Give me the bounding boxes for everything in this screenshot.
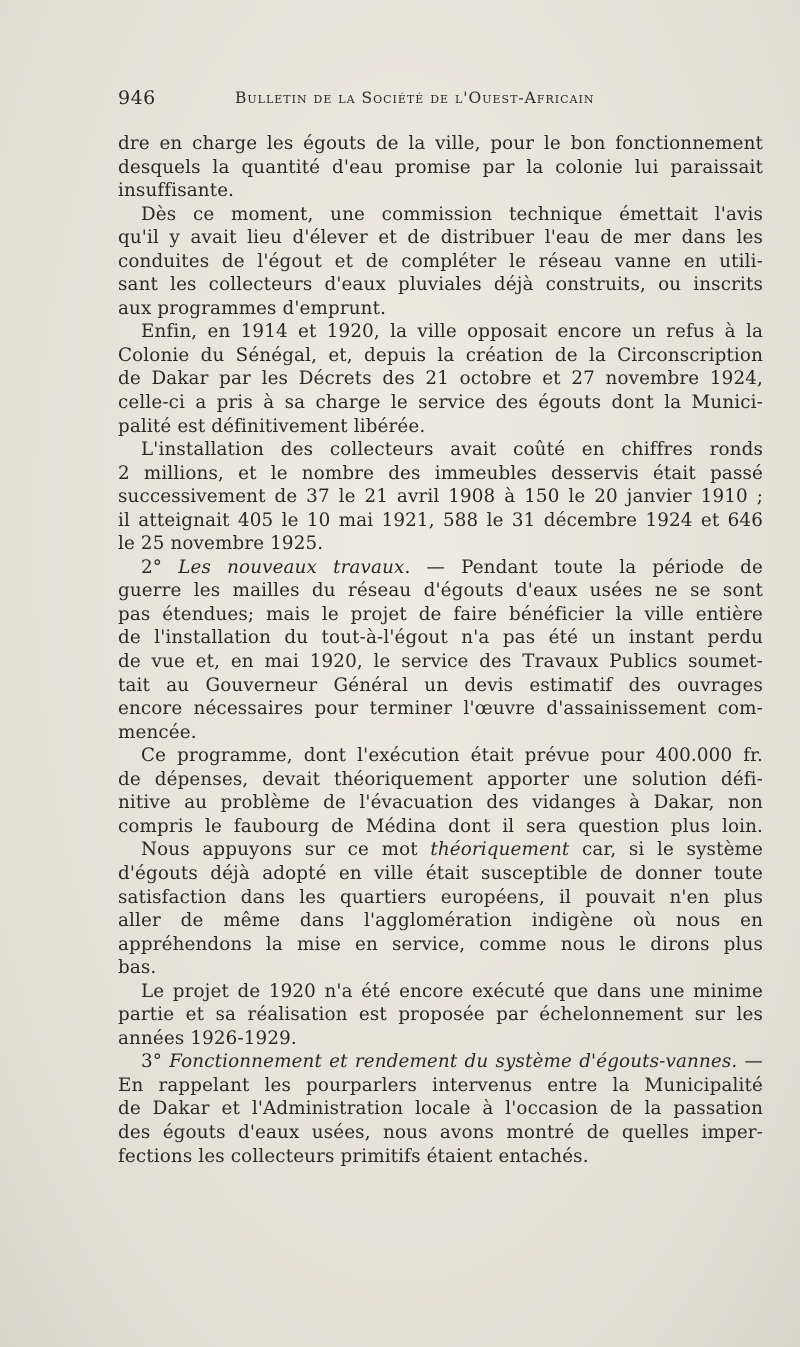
text-segment: Nous appuyons sur ce mot: [141, 839, 431, 861]
text-line: de dépenses, devait théoriquement apporter une solution défi-: [118, 768, 763, 790]
text-line: appréhendons la mise en service, comme nous le dirons plus: [118, 933, 763, 955]
text-line: Colonie du Sénégal, et, depuis la création de la Circonscription: [118, 344, 763, 366]
text-line: Le projet de 1920 n'a été encore exécuté que dans une minime: [141, 980, 763, 1002]
text-line: Ce programme, dont l'exécution était prévue pour 400.000 fr.: [141, 745, 763, 767]
text-line: 2 millions, et le nombre des immeubles desservis était passé: [118, 462, 763, 484]
text-line: bas.: [118, 957, 157, 979]
text-line: mencée.: [118, 721, 197, 743]
text-line: le 25 novembre 1925.: [118, 533, 324, 555]
running-title: Bulletin de la Société de l'Ouest-Africain: [235, 89, 595, 107]
text-segment: car, si le système: [569, 839, 764, 861]
text-line: Enfin, en 1914 et 1920, la ville opposait encore un refus à la: [141, 321, 763, 343]
text-segment: — Pendant toute la période de: [410, 556, 763, 578]
text-line: des égouts d'eaux usées, nous avons montré de quelles imper-: [118, 1121, 763, 1143]
text-segment: 2°: [141, 556, 179, 578]
text-line: il atteignait 405 le 10 mai 1921, 588 le 31 décembre 1924 et 646: [118, 509, 763, 531]
text-line: aux programmes d'emprunt.: [118, 297, 387, 319]
text-line: sant les collecteurs d'eaux pluviales déjà construits, ou inscrits: [118, 274, 763, 296]
text-segment: —: [737, 1051, 763, 1073]
text-line: insuffisante.: [118, 180, 235, 202]
text-line: fections les collecteurs primitifs étaient entachés.: [118, 1145, 589, 1167]
text-line: compris le faubourg de Médina dont il sera question plus loin.: [118, 815, 763, 837]
italic-heading: Fonctionnement et rendement du système d'égouts-vannes.: [169, 1051, 738, 1073]
text-line: aller de même dans l'agglomération indigène où nous en: [118, 910, 763, 932]
text-line: encore nécessaires pour terminer l'œuvre d'assainissement com-: [118, 698, 763, 720]
text-line: de Dakar par les Décrets des 21 octobre et 27 novembre 1924,: [118, 368, 763, 390]
body-text: [118, 132, 763, 1168]
text-line: de Dakar et l'Administration locale à l'occasion de la passation: [118, 1098, 763, 1120]
text-line: [118, 838, 763, 862]
italic-heading: théoriquement: [430, 839, 570, 861]
text-line: partie et sa réalisation est proposée par échelonnement sur les: [118, 1004, 763, 1026]
page-header: [118, 87, 663, 111]
text-line: En rappelant les pourparlers intervenus entre la Municipalité: [118, 1074, 763, 1096]
text-segment: 3°: [141, 1051, 170, 1073]
text-line: nitive au problème de l'évacuation des vidanges à Dakar, non: [118, 792, 763, 814]
text-line: desquels la quantité d'eau promise par la colonie lui paraissait: [118, 156, 763, 178]
text-line: successivement de 37 le 21 avril 1908 à 150 le 20 janvier 1910 ;: [118, 486, 763, 508]
text-line: [118, 1050, 763, 1074]
text-line: années 1926-1929.: [118, 1027, 297, 1049]
page-number: 946: [118, 87, 156, 109]
text-line: de l'installation du tout-à-l'égout n'a pas été un instant perdu: [118, 627, 763, 649]
text-line: [118, 556, 763, 580]
italic-heading: Les nouveaux travaux.: [178, 556, 411, 578]
text-line: L'installation des collecteurs avait coûté en chiffres ronds: [141, 439, 763, 461]
text-line: Dès ce moment, une commission technique émettait l'avis: [141, 203, 763, 225]
text-line: celle-ci a pris à sa charge le service des égouts dont la Munici-: [118, 392, 763, 414]
text-line: de vue et, en mai 1920, le service des Travaux Publics soumet-: [118, 651, 763, 673]
text-line: guerre les mailles du réseau d'égouts d'eaux usées ne se sont: [118, 580, 763, 602]
text-line: conduites de l'égout et de compléter le réseau vanne en utili-: [118, 250, 763, 272]
text-line: tait au Gouverneur Général un devis estimatif des ouvrages: [118, 674, 763, 696]
text-line: pas étendues; mais le projet de faire bénéficier la ville entière: [118, 603, 763, 625]
text-line: satisfaction dans les quartiers européens, il pouvait n'en plus: [118, 886, 763, 908]
text-line: d'égouts déjà adopté en ville était susceptible de donner toute: [118, 862, 763, 884]
text-line: qu'il y avait lieu d'élever et de distribuer l'eau de mer dans les: [118, 227, 763, 249]
text-line: palité est définitivement libérée.: [118, 415, 426, 437]
text-line: dre en charge les égouts de la ville, pour le bon fonctionnement: [118, 133, 763, 154]
